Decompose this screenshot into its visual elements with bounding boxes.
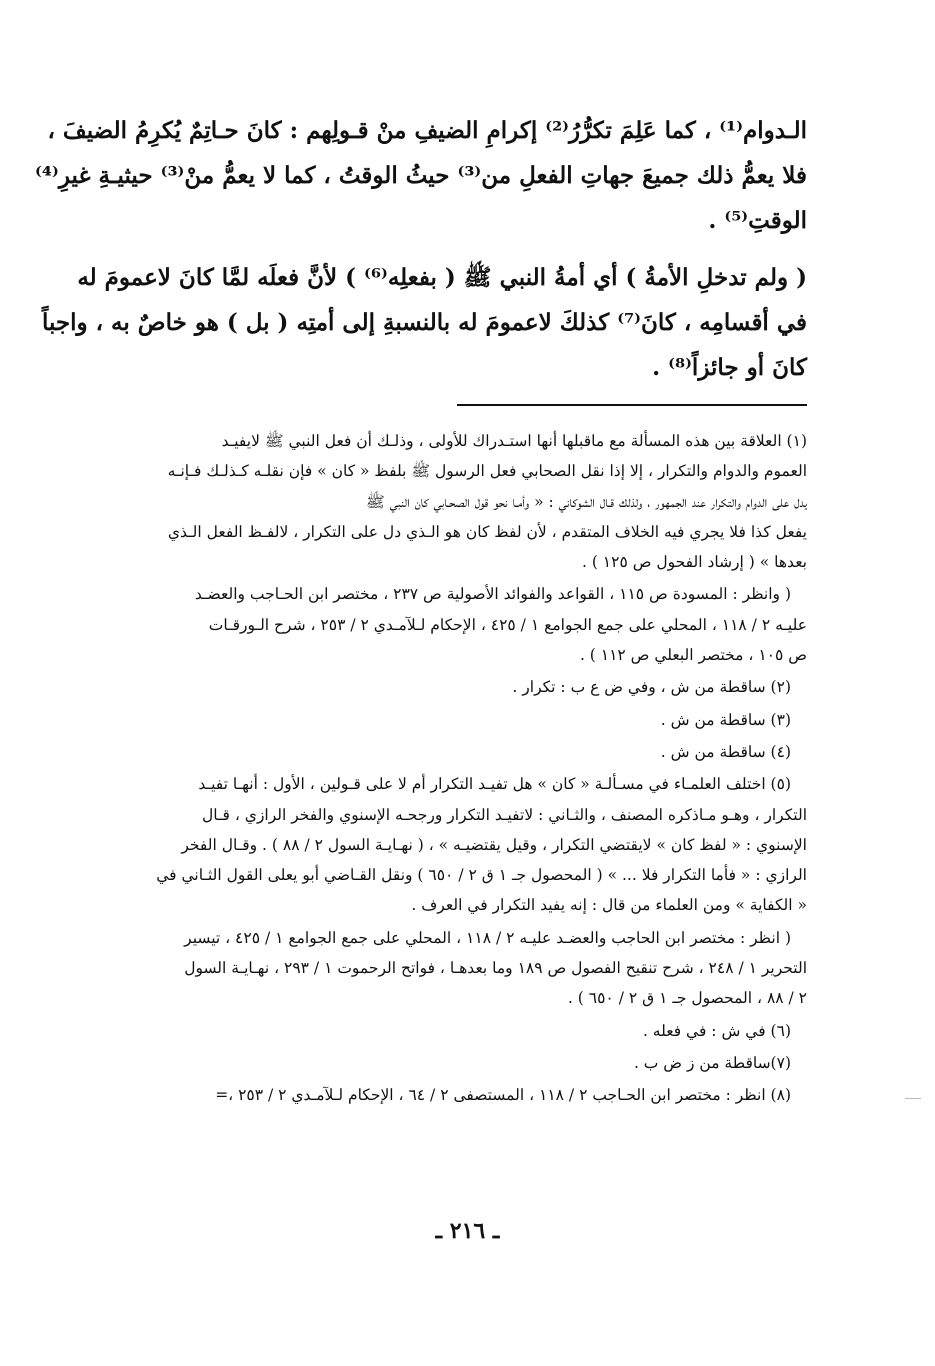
footnote-line: يدل على الدوام والتكرار عند الجمهور ، ولذلك قـال الشوكاني : « وأمـا نحو قول الصحـابي كان النبي ﷺ xyxy=(366,492,807,511)
footnote-line: (٣) ساقطة من ش . xyxy=(660,710,791,729)
footnote-1-references xyxy=(127,579,807,670)
footnote-line: ( وانظر : المسودة ص ١١٥ ، القواعد والفوائد الأصولية ص ٢٣٧ ، مختصر ابن الحـاجب والعضـد xyxy=(194,585,791,604)
footnote-line: يفعل كذا فلا يجري فيه الخلاف المتقدم ، لأن لفظ كان هو الـذي دل على التكرار ، لالفـظ الفعل الـذي xyxy=(167,522,807,541)
main-line: في أقسامِه ، كانَ⁽⁷⁾ كذلكَ لاعمومَ له بالنسبةِ إلى أمتِه ( بل ) هو خاصٌ به ، واجباً xyxy=(41,309,807,336)
footnote-2 xyxy=(127,672,807,702)
footnote-line: ص ١٠٥ ، مختصر البعلي ص ١١٢ ) . xyxy=(579,646,807,665)
main-line: الـدوام⁽¹⁾ ، كما عَلِمَ تكرُّرُ⁽²⁾ إكرامِ الضيفِ منْ قـولِهم : كانَ حـاتِمٌ يُكرِمُ الضيفَ ، xyxy=(47,117,807,144)
footnote-line: العموم والدوام والتكرار ، إلا إذا نقل الصحابي فعل الرسول ﷺ بلفظ « كان » فإن نقلـه كـذلـك فـإنـه xyxy=(167,462,807,481)
main-paragraph-2 xyxy=(41,255,807,390)
footnote-line: « الكفاية » ومن العلماء من قال : إنه يفيد التكرار في العرف . xyxy=(411,896,807,915)
footnote-3 xyxy=(127,705,807,735)
main-line: فلا يعمُّ ذلك جميعَ جهاتِ الفعلِ من⁽³⁾ حيثُ الوقتُ ، كما لا يعمُّ منْ⁽³⁾ حيثيـةِ غيرِ⁽⁴⁾ xyxy=(35,162,807,189)
footnote-line: عليـه ٢ / ١١٨ ، المحلي على جمع الجوامع ١ / ٤٢٥ ، الإحكام لـلآمـدي ٢ / ٢٥٣ ، شرح الـورقـات xyxy=(208,615,807,634)
footnote-6 xyxy=(127,1016,807,1046)
footnote-5 xyxy=(127,769,807,920)
footnote-line: التحرير ١ / ٢٤٨ ، شرح تنقيح الفصول ص ١٨٩ وما بعدهـا ، فواتح الرحموت ١ / ٢٩٣ ، نهـايـة السول xyxy=(184,959,807,978)
footnote-line: (٥) اختلف العلمـاء في مسـألـة « كان » هل تفيـد التكرار أم لا على قـولين ، الأول : أنهـا تفيـد xyxy=(198,775,791,794)
main-line: ( ولم تدخلِ الأمةُ ) أي أمةُ النبي ﷺ ( بفعلِه⁽⁶⁾ ) لأنَّ فعلَه لمَّا كانَ لاعمومَ له xyxy=(77,264,807,291)
footnote-7 xyxy=(127,1048,807,1078)
footnote-line: (٧)ساقطة من ز ض ب . xyxy=(633,1053,791,1072)
scan-mark xyxy=(905,1098,921,1099)
footnote-5-references xyxy=(127,923,807,1014)
footnote-line: ٢ / ٨٨ ، المحصول جـ ١ ق ٢ / ٦٥٠ ) . xyxy=(567,989,807,1008)
footnote-line: (١) العلاقة بين هذه المسألة مع ماقبلها أنها استـدراك للأولى ، وذلـك أن فعل النبي ﷺ لايفيـد xyxy=(221,432,807,450)
footnote-8 xyxy=(127,1080,807,1110)
footnote-line: الرازي : « فأما التكرار فلا ... » ( المحصول جـ ١ ق ٢ / ٦٥٠ ) ونقل القـاضي أبو يعلى القول الثـاني في xyxy=(156,866,807,885)
footnote-line: التكرار ، وهـو مـاذكره المصنف ، والثـاني : لاتفيـد التكرار ورجحـه الإسنوي والفخر الرازي ، قـال xyxy=(202,805,807,824)
footnote-1 xyxy=(127,426,807,577)
footnote-line: (٢) ساقطة من ش ، وفي ض ع ب : تكرار . xyxy=(512,678,791,697)
footnote-line: (٦) في ش : في فعله . xyxy=(642,1021,791,1040)
footnote-separator xyxy=(457,404,807,406)
footnote-line: الإسنوي : « لفظ كان » لايقتضي التكرار ، وقيل يقتضيـه » ، ( نهـايـة السول ٢ / ٨٨ ) . وقـال الفخر xyxy=(181,835,807,854)
footnotes xyxy=(127,426,807,1113)
footnote-line: (٨) انظر : مختصر ابن الحـاجب ٢ / ١١٨ ، المستصفى ٢ / ٦٤ ، الإحكام لـلآمـدي ٢ / ٢٥٣ ،= xyxy=(215,1086,791,1105)
footnote-line: بعدها » ( إرشاد الفحول ص ١٢٥ ) . xyxy=(581,553,807,572)
footnote-line: ( انظر : مختصر ابن الحاجب والعضـد عليـه ٢ / ١١٨ ، المحلي على جمع الجوامع ١ / ٤٢٥ ، تيسير xyxy=(184,928,791,947)
footnote-line: (٤) ساقطة من ش . xyxy=(660,742,791,761)
main-line: الوقتِ⁽⁵⁾ . xyxy=(708,207,807,234)
footnote-4 xyxy=(127,737,807,767)
main-paragraph-1 xyxy=(35,108,807,243)
page-number: ـ ٢١٦ ـ xyxy=(435,1218,500,1244)
main-text xyxy=(35,108,807,402)
main-line: كانَ أو جائزاً⁽⁸⁾ . xyxy=(652,354,807,381)
